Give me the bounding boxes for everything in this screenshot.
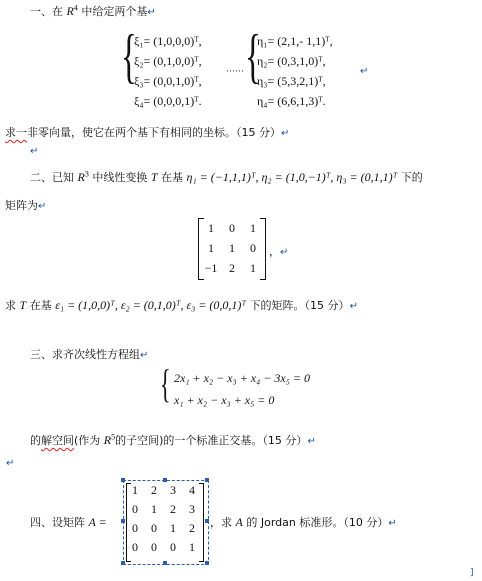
q2-heading-mid: 中线性变换 <box>92 171 148 184</box>
q3-heading <box>30 346 148 362</box>
q2-task-prefix: 求 <box>5 299 16 312</box>
q1-eta-row: η₂= (0,3,1,0)ᵀ, <box>257 54 326 68</box>
paragraph-mark: ↵ <box>307 436 316 447</box>
resize-handle-left[interactable] <box>121 519 125 523</box>
q4-matrix-cell: 2 <box>189 521 195 535</box>
q1-right-brace: { <box>245 23 261 89</box>
q1-xi-row: ξ₃= (0,0,1,0)ᵀ, <box>134 74 202 88</box>
q1-eta-basis <box>257 34 333 114</box>
q1-left-brace: { <box>121 23 137 89</box>
q4-matrix-cell: 2 <box>151 483 157 497</box>
q1-xi-row: ξ₄= (0,0,0,1)ᵀ. <box>134 94 202 108</box>
q4-matrix-cell: 0 <box>170 540 176 554</box>
paragraph-mark: ↵ <box>147 7 156 18</box>
q2-matrix-cell: 2 <box>229 261 235 275</box>
q1-separator-dots: ······ <box>226 66 244 76</box>
paragraph-mark: ↵ <box>140 350 149 361</box>
q2-matrix-tail <box>269 243 288 259</box>
q1-task-text: 非零向量，使它在两个基下有相同的坐标。（15 分） <box>27 126 281 139</box>
q3-task <box>30 432 316 448</box>
page-edge-mark: ] <box>470 568 474 578</box>
q2-matrix-cell: −1 <box>204 261 218 275</box>
q2-matrix-cell: 1 <box>229 241 235 255</box>
q3-equation-2: x₁ + x₂ − x₃ + x₅ = 0 <box>174 393 275 407</box>
q1-space-dim: 4 <box>73 3 78 13</box>
q4-matrix-cell: 4 <box>189 483 195 497</box>
q3-equation-1: 2x₁ + x₂ − x₃ + x₄ − 3x₅ = 0 <box>174 371 310 385</box>
q3-task-mid: (作为 <box>74 434 101 447</box>
q4-matrix-cell: 0 <box>132 502 138 516</box>
paragraph-mark: ↵ <box>360 66 369 77</box>
paragraph-mark: ↵ <box>281 128 290 139</box>
q1-task <box>5 124 289 140</box>
paragraph-mark: ↵ <box>280 247 289 258</box>
q2-matrix-cell: 1 <box>208 241 214 255</box>
q1-eta-row: η₄= (6,6,1,3)ᵀ. <box>257 94 326 108</box>
q3-space-symbol: R <box>103 433 112 447</box>
q3-task-prefix: 的 <box>30 434 41 447</box>
q4-matrix-cell: 0 <box>132 540 138 554</box>
q1-heading <box>30 3 156 19</box>
q3-system-brace: { <box>160 361 171 406</box>
q3-task-spellcheck: 解空间 <box>41 434 74 447</box>
q4-task-matrix-symbol: A <box>235 515 243 529</box>
resize-handle-bottom-right[interactable] <box>205 561 209 565</box>
q1-heading-prefix: 一、在 <box>30 5 63 18</box>
q2-heading-suffix: 下的 <box>400 171 423 184</box>
q2-basis-epsilon: ε₁ = (1,0,0)ᵀ, ε₂ = (0,1,0)ᵀ, ε₃ = (0,0,1)ᵀ <box>55 298 247 312</box>
q4-task <box>210 514 397 530</box>
q4-matrix-symbol: A <box>88 515 96 529</box>
q3-space-dim: 5 <box>111 432 116 442</box>
q1-eta-row: η₃= (5,3,2,1)ᵀ, <box>257 74 326 88</box>
resize-handle-right[interactable] <box>205 519 209 523</box>
q2-heading-line2 <box>5 197 46 213</box>
q2-task-suffix: 下的矩阵。（15 分） <box>249 299 350 312</box>
q2-task-mid: 在基 <box>29 299 52 312</box>
q2-task <box>5 297 358 313</box>
q1-task-spellcheck: 求一 <box>5 126 27 139</box>
q1-space-symbol: R <box>66 4 74 18</box>
q4-equals: = <box>99 515 107 529</box>
q3-heading-text: 三、求齐次线性方程组 <box>30 348 140 361</box>
q4-matrix-cell: 0 <box>151 521 157 535</box>
q4-matrix-cell: 1 <box>132 483 138 497</box>
q1-eta-row: η₁= (2,1,- 1,1)ᵀ, <box>257 34 333 48</box>
resize-handle-top[interactable] <box>163 478 167 482</box>
q2-heading-line2-text: 矩阵为 <box>5 199 38 212</box>
paragraph-mark: ↵ <box>6 458 15 469</box>
q2-matrix-cell: 1 <box>250 261 256 275</box>
q4-heading-prefix: 四、设矩阵 <box>30 516 85 529</box>
q4-task-prefix: ，求 <box>210 516 232 529</box>
q2-heading-mid: 在基 <box>161 171 184 184</box>
q4-matrix-cell: 1 <box>151 502 157 516</box>
q4-matrix-cell: 2 <box>170 502 176 516</box>
paragraph-mark: ↵ <box>30 146 39 157</box>
paragraph-mark: ↵ <box>388 518 397 529</box>
q2-matrix-cell: 1 <box>250 221 256 235</box>
q1-xi-row: ξ₁= (1,0,0,0)ᵀ, <box>134 34 202 48</box>
q4-matrix-cell: 1 <box>189 540 195 554</box>
q1-xi-basis <box>134 34 202 114</box>
q3-task-suffix: 的子空间)的一个标准正交基。（15 分） <box>115 434 308 447</box>
q1-xi-row: ξ₂= (0,1,0,0)ᵀ, <box>134 54 202 68</box>
q2-heading-prefix: 二、已知 <box>30 171 74 184</box>
paragraph-mark: ↵ <box>349 301 358 312</box>
q4-matrix-cell: 0 <box>151 540 157 554</box>
q2-matrix-cell: 1 <box>208 221 214 235</box>
q4-matrix-cell: 3 <box>189 502 195 516</box>
q2-transform-symbol: T <box>150 170 158 184</box>
q4-matrix-cell: 0 <box>132 521 138 535</box>
q2-basis-eta: η₁ = (−1,1,1)ᵀ, η₂ = (1,0,−1)ᵀ, η₃ = (0,1,1)ᵀ <box>186 170 398 184</box>
q4-task-suffix: 的 Jordan 标准形。（10 分） <box>246 516 389 529</box>
q2-matrix-cell: 0 <box>229 221 235 235</box>
q4-matrix-cell: 3 <box>170 483 176 497</box>
paragraph-mark: ↵ <box>38 201 47 212</box>
resize-handle-top-right[interactable] <box>205 478 209 482</box>
q2-task-transform-symbol: T <box>19 298 27 312</box>
q4-heading <box>30 514 106 530</box>
q2-heading <box>30 169 423 185</box>
q2-space-dim: 3 <box>84 169 89 179</box>
resize-handle-bottom-left[interactable] <box>121 561 125 565</box>
q4-matrix-cell: 1 <box>170 521 176 535</box>
resize-handle-bottom[interactable] <box>163 561 167 565</box>
resize-handle-top-left[interactable] <box>121 478 125 482</box>
q1-heading-suffix: 中给定两个基 <box>81 5 148 18</box>
q2-space-symbol: R <box>77 170 85 184</box>
q2-matrix-cell: 0 <box>250 241 256 255</box>
q2-matrix-comma: ， <box>269 245 280 258</box>
